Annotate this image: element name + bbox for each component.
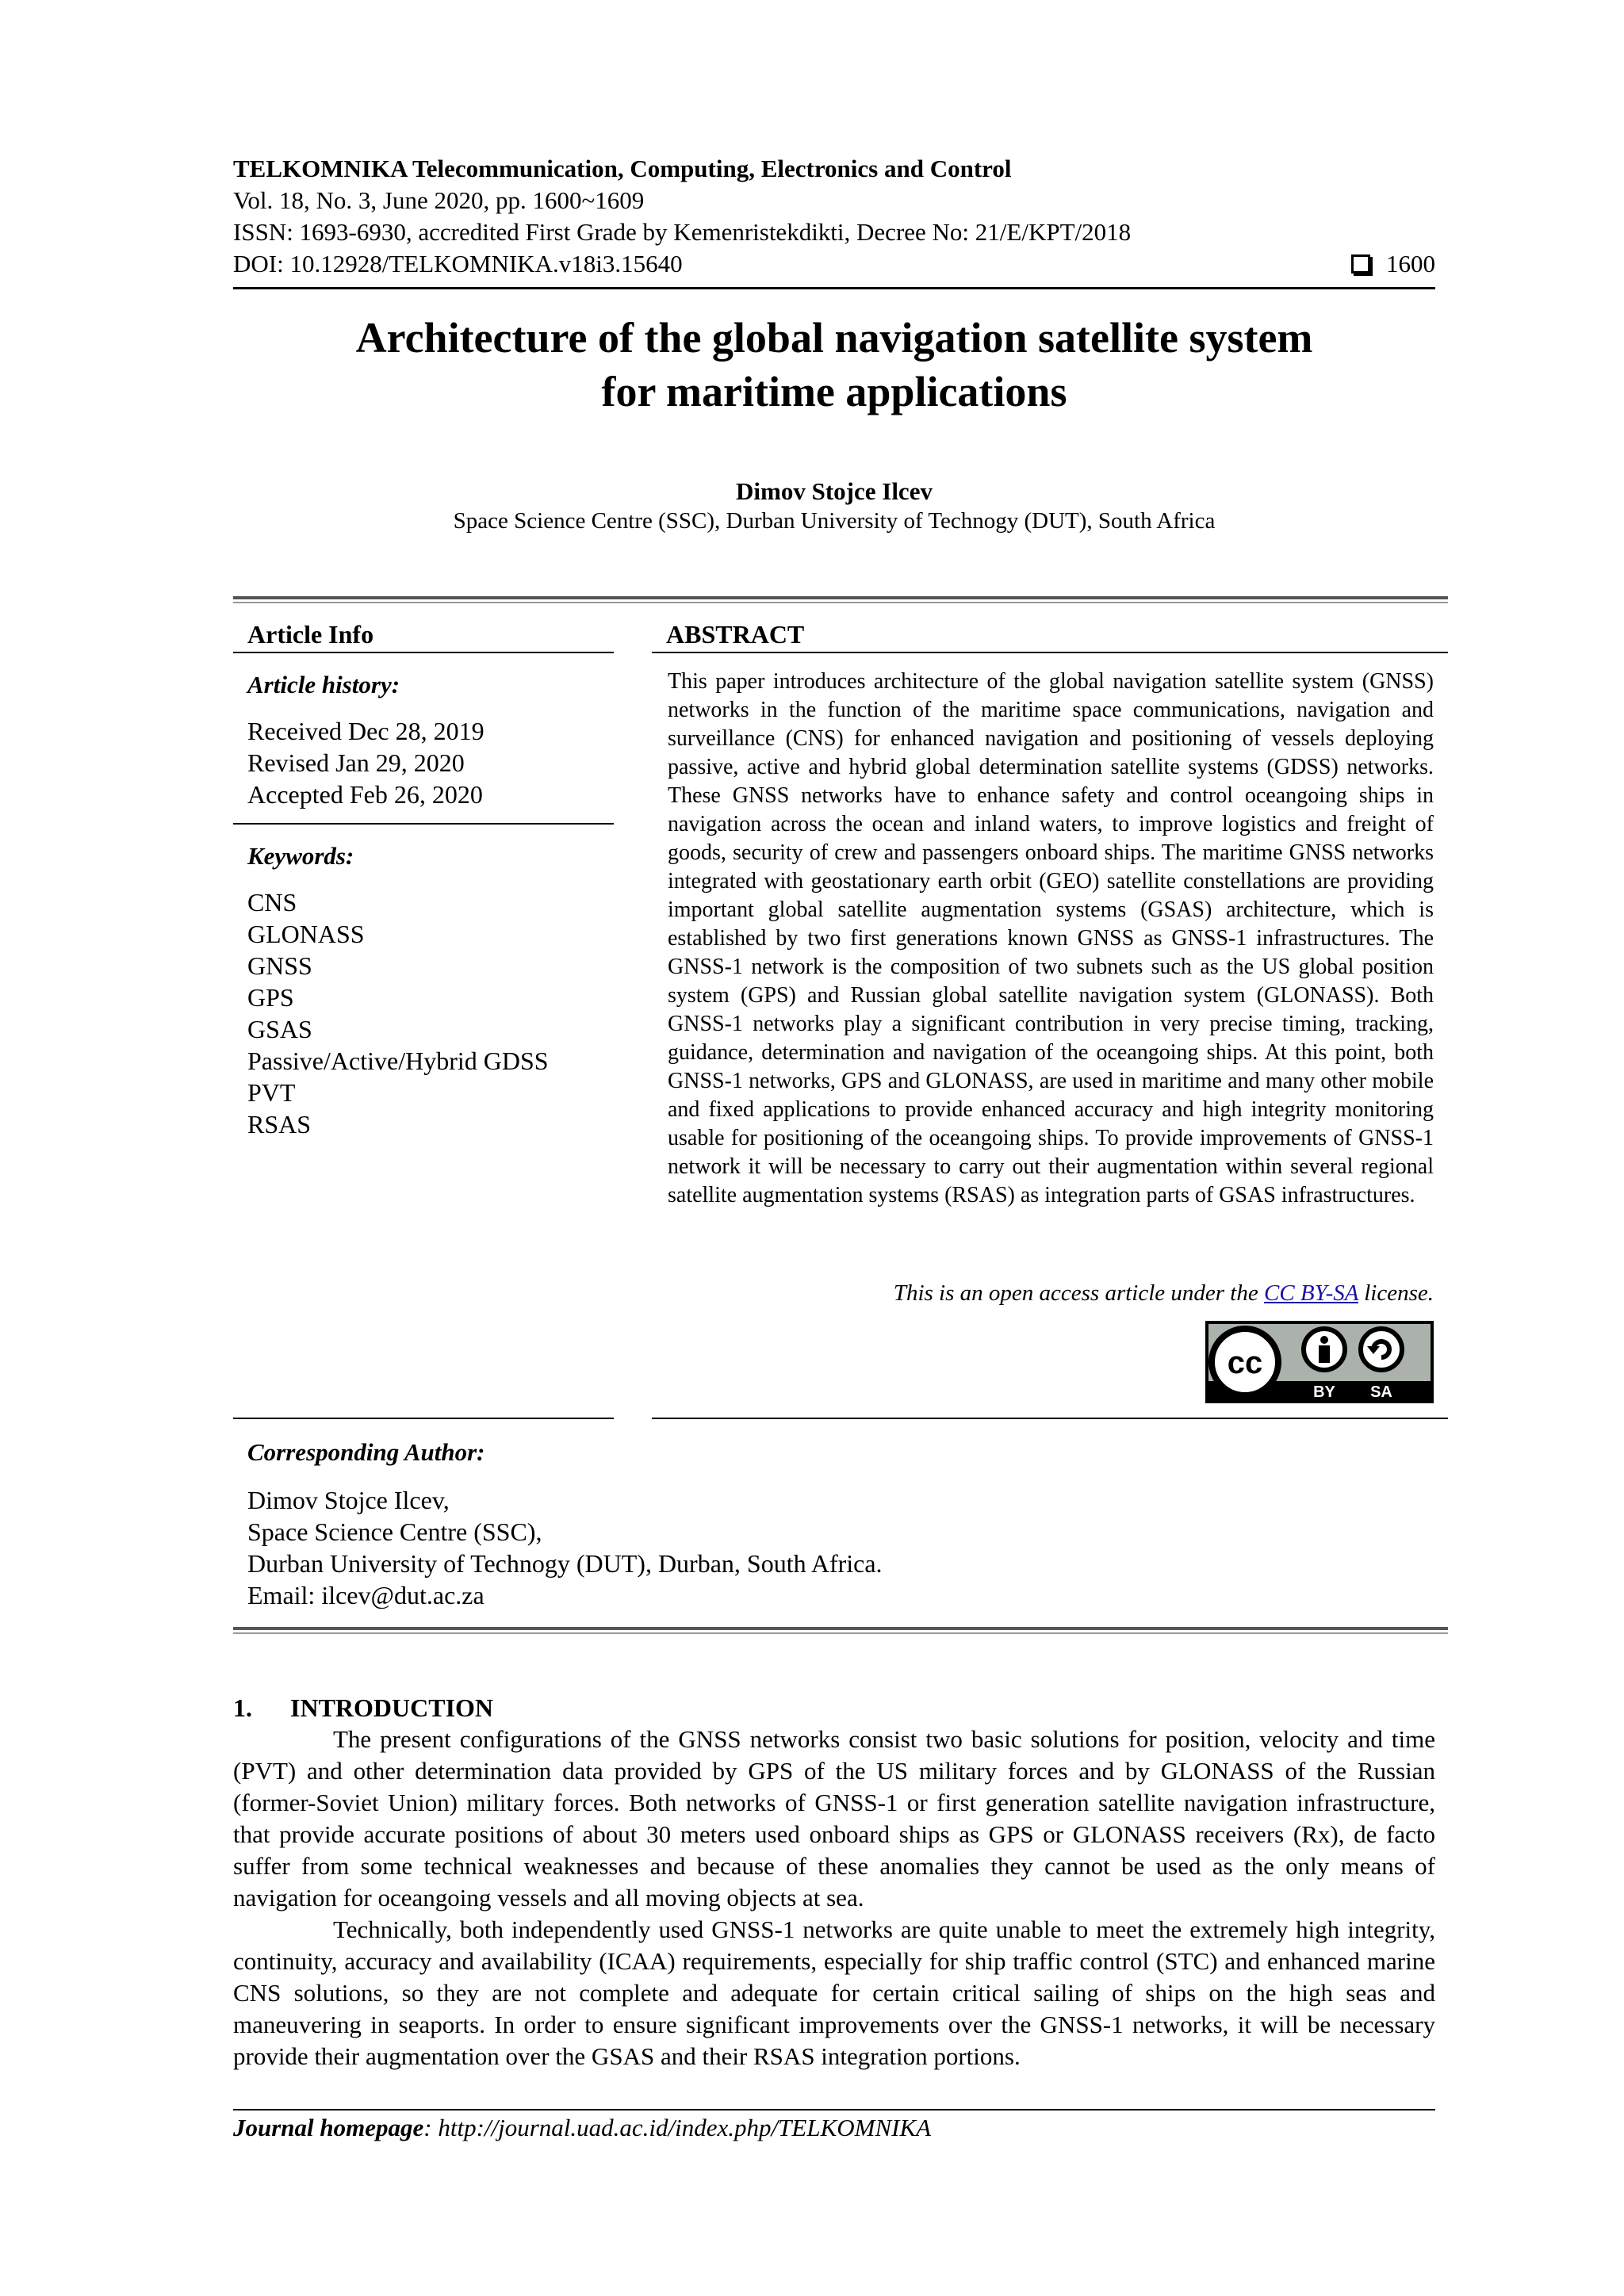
keyword-item: GSAS — [247, 1015, 312, 1043]
abstract-heading: ABSTRACT — [666, 620, 805, 649]
footer-url[interactable]: : http://journal.uad.ac.id/index.php/TELKOMNIKA — [423, 2114, 932, 2141]
checkbox-square-icon — [1351, 254, 1370, 274]
introduction-section — [233, 1692, 1435, 2072]
keyword-item: RSAS — [247, 1110, 312, 1138]
abstract-text: This paper introduces architecture of the global navigation satellite system (GNSS) networks in the function of the maritime space communications, navigation and surveillance (CNS) for enhanced navigation and positioning of vessels deploying passive, active and hybrid global determination satellite systems (GDSS) networks. These GNSS networks have to enhance safety and control oceangoing ships in navigation across the ocean and inland waters, to improve logistics and freight of goods, security of crew and passengers onboard ships. The maritime GNSS networks integrated with geostationary earth orbit (GEO) satellite constellations are providing important global satellite augmentation systems (GSAS) architecture, which is established by two first generations known GNSS as GNSS-1 infrastructures. The GNSS-1 network is the composition of two subnets such as the US global position system (GPS) and Russian global satellite navigation system (GLONASS). Both GNSS-1 networks play a significant contribution in very precise timing, tracking, guidance, determination and navigation of the oceangoing ships. At this point, both GNSS-1 networks, GPS and GLONASS, are used in maritime and many other mobile and fixed applications to provide enhanced accuracy and high integrity monitoring usable for positioning of the oceangoing ships. To provide improvements of GNSS-1 network it will be necessary to carry out their augmentation within several regional satellite augmentation systems (RSAS) as integration parts of GSAS infrastructures. — [668, 669, 1434, 1207]
person-body — [1319, 1345, 1330, 1363]
cc-by-sa-link[interactable]: CC BY-SA — [1264, 1280, 1358, 1306]
keywords-heading: Keywords: — [247, 842, 354, 870]
history-revised: Revised Jan 29, 2020 — [247, 748, 465, 777]
title-line-2: for maritime applications — [601, 368, 1067, 415]
cc-letters: cc — [1227, 1345, 1263, 1380]
corresponding-details — [233, 1484, 1448, 1611]
keyword-item: CNS — [247, 888, 297, 916]
history-accepted: Accepted Feb 26, 2020 — [247, 780, 483, 809]
page-number-value: 1600 — [1386, 250, 1435, 277]
footer-label: Journal homepage — [233, 2114, 424, 2141]
corresponding-author — [233, 1419, 1448, 1611]
corresponding-heading: Corresponding Author: — [247, 1438, 485, 1466]
article-info-heading: Article Info — [247, 620, 374, 649]
license-suffix: license. — [1358, 1280, 1434, 1306]
author-affiliation: Space Science Centre (SSC), Durban University of Technogy (DUT), South Africa — [453, 508, 1216, 534]
person-head — [1320, 1336, 1328, 1344]
footer-rule — [233, 2109, 1435, 2110]
page-number — [1351, 248, 1435, 280]
keyword-item: Passive/Active/Hybrid GDSS — [247, 1047, 549, 1075]
author-name: Dimov Stojce Ilcev — [736, 477, 933, 505]
doi-line: DOI: 10.12928/TELKOMNIKA.v18i3.15640 — [233, 250, 683, 277]
intro-paragraph: The present configurations of the GNSS networks consist two basic solutions for position, velocity and time (PVT) and other determination data provided by GPS of the US military forces and by GLONASS of the Russian (former-Soviet Union) military forces. Both networks of GNSS-1 or first generation satellite navigation infrastructure, that provide accurate positions of about 30 meters used onboard ships as GPS or GLONASS receivers (Rx), de facto suffer from some technical weaknesses and because of these anomalies they cannot be used as the only means of navigation for oceangoing vessels and all moving objects at sea. — [233, 1725, 1435, 1911]
running-header — [233, 153, 1435, 280]
corresponding-name: Dimov Stojce Ilcev, — [247, 1486, 450, 1514]
issn-line: ISSN: 1693-6930, accredited First Grade by Kemenristekdikti, Decree No: 21/E/KPT/2018 — [233, 218, 1132, 246]
cc-by-sa-badge-icon[interactable] — [1205, 1321, 1434, 1403]
license-prefix: This is an open access article under the — [893, 1280, 1264, 1306]
section-number: 1. — [233, 1693, 252, 1722]
keywords-list — [233, 886, 614, 1140]
header-rule — [233, 287, 1435, 289]
history-heading: Article history: — [247, 671, 400, 698]
corresponding-centre: Space Science Centre (SSC), — [247, 1517, 542, 1546]
share-alike-icon — [1361, 1329, 1402, 1370]
section-title: INTRODUCTION — [290, 1693, 494, 1722]
intro-paragraph: Technically, both independently used GNSS-1 networks are quite unable to meet the extremely high integrity, continuity, accuracy and availability (ICAA) requirements, especially for ship traffic control (STC) and enhanced marine CNS solutions, so they are not complete and adequate for certain critical sailing of ships on the high seas and maneuvering in seaports. In order to ensure significant improvements over the GNSS-1 networks, it will be necessary provide their augmentation over the GSAS and their RSAS integration portions. — [233, 1915, 1435, 2070]
corresponding-university: Durban University of Technogy (DUT), Durban, South Africa. — [247, 1549, 883, 1578]
abstract-rule — [652, 652, 1448, 653]
keyword-item: GNSS — [247, 951, 312, 980]
volume-line: Vol. 18, No. 3, June 2020, pp. 1600~1609 — [233, 186, 645, 214]
license-statement — [668, 1278, 1434, 1308]
keyword-item: PVT — [247, 1078, 296, 1107]
journal-homepage-footer — [233, 2112, 1435, 2144]
badge-sa-label: SA — [1370, 1383, 1392, 1401]
history-received: Received Dec 28, 2019 — [247, 717, 485, 745]
article-info-rule — [233, 652, 614, 653]
paper-title — [233, 311, 1435, 419]
title-line-1: Architecture of the global navigation satellite system — [355, 314, 1313, 362]
corresponding-email: Email: ilcev@dut.ac.za — [247, 1581, 485, 1609]
journal-title: TELKOMNIKA Telecommunication, Computing, Electronics and Control — [233, 155, 1012, 182]
keyword-item: GPS — [247, 983, 294, 1012]
info-top-rule — [233, 596, 1448, 599]
keyword-item: GLONASS — [247, 920, 365, 948]
doi-row — [233, 248, 1435, 280]
history-list — [233, 715, 614, 810]
article-info — [233, 618, 614, 1140]
introduction-heading — [233, 1692, 1435, 1724]
badge-by-label: BY — [1313, 1383, 1335, 1401]
history-rule — [233, 823, 614, 825]
info-bottom-rule — [233, 1627, 1448, 1630]
abstract-section — [652, 618, 1448, 653]
